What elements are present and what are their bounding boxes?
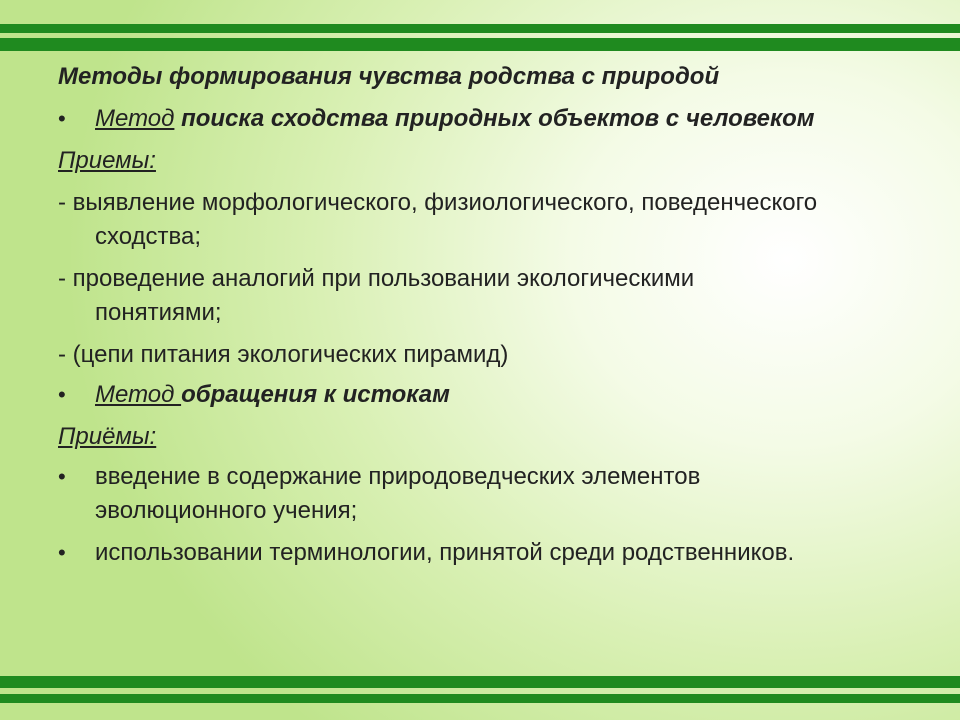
method-2-title: обращения к истокам [181, 381, 450, 408]
technique-2-2-item [58, 536, 938, 570]
technique-2-1-line2: эволюционного учения; [95, 497, 358, 524]
bottom-decor-band-thick [0, 676, 960, 688]
bullet-icon: • [58, 106, 66, 131]
technique-1-1-line1: - выявление морфологического, физиологического, поведенческого [58, 189, 818, 216]
techniques-2-label: Приёмы: [58, 423, 157, 450]
method-1-label: Метод [95, 105, 175, 132]
technique-1-1-line2: сходства; [95, 223, 202, 250]
technique-1-2-line1: - проведение аналогий при пользовании экологическими [58, 265, 695, 292]
technique-2-2-line1: использовании терминологии, принятой среди родственников. [95, 539, 795, 566]
bullet-icon: • [58, 540, 66, 565]
top-decor-band-thin [0, 24, 960, 33]
method-1-title: поиска сходства природных объектов с человеком [174, 105, 815, 132]
technique-1-2-line2: понятиями; [95, 299, 222, 326]
method-1-item [58, 102, 938, 136]
top-decor-band-thick [0, 38, 960, 51]
method-2-label: Метод [95, 381, 182, 408]
bottom-decor-band-thin [0, 694, 960, 703]
slide-heading: Методы формирования чувства родства с природой [58, 63, 720, 90]
techniques-1-label: Приемы: [58, 147, 156, 174]
method-2-item [58, 378, 938, 412]
bullet-icon: • [58, 382, 66, 407]
technique-2-1-item [58, 460, 938, 494]
technique-1-3-line1: - (цепи питания экологических пирамид) [58, 341, 509, 368]
bullet-icon: • [58, 464, 66, 489]
technique-2-1-line1: введение в содержание природоведческих элементов [95, 463, 701, 490]
